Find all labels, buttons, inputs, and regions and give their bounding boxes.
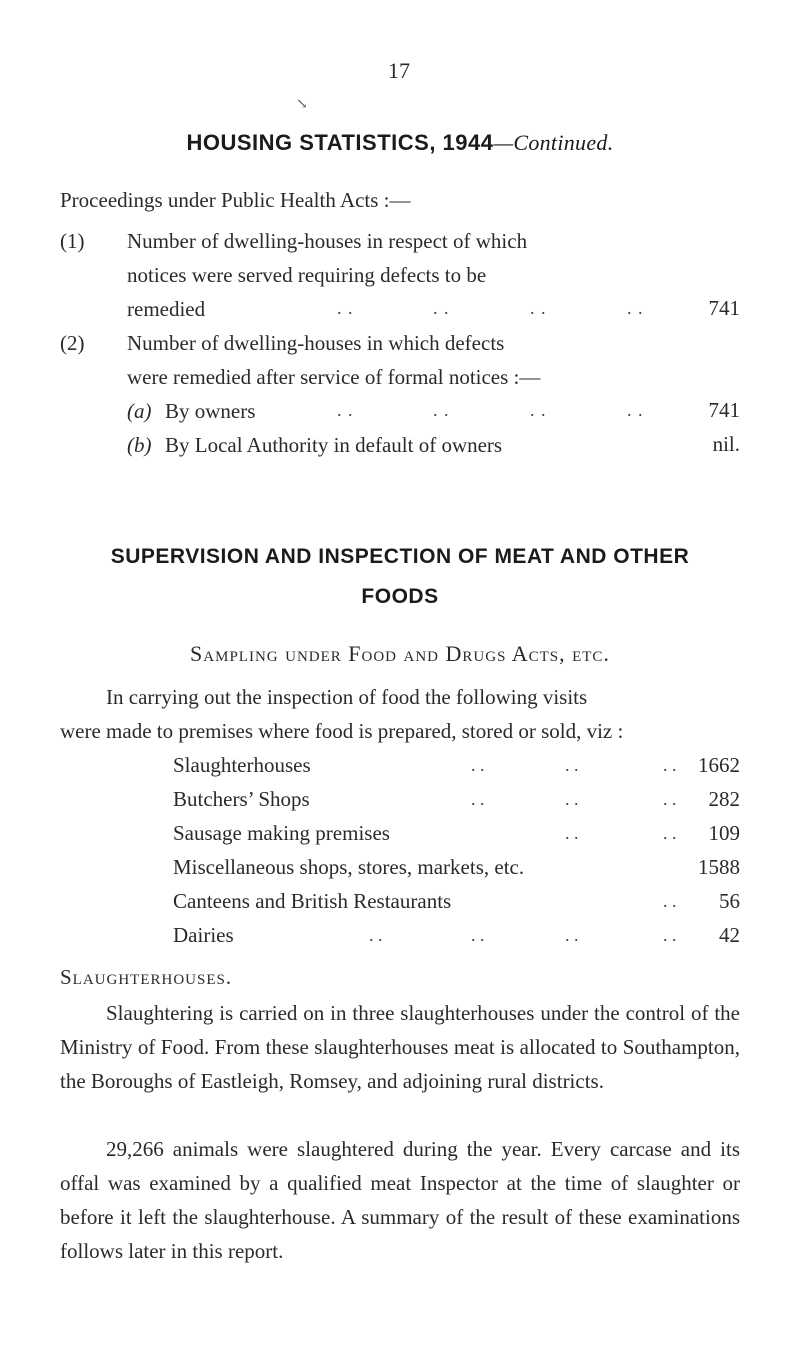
item1-number: (1) bbox=[60, 229, 85, 253]
page-number: 17 bbox=[388, 58, 410, 83]
leader-dots: . . bbox=[627, 400, 644, 420]
visit-label: Slaughterhouses bbox=[173, 753, 311, 777]
slaughterhouses-para1: Slaughtering is carried on in three slaughterhouses under the control of the Ministry of Food. From these slaughterhouses meat is allocated to Southampton, the Boroughs of Eastleigh, Romsey, and adjoining rural districts. bbox=[60, 1001, 740, 1093]
slaughterhouses-para2: 29,266 animals were slaughtered during the year. Every carcase and its offal was examined by a qualified meat Inspector at the time of slaughter or before it left the slaughterhouse. A summary of the result of these examinations follows later in this report. bbox=[60, 1137, 740, 1263]
leader-dots: . . bbox=[433, 298, 450, 318]
list-item bbox=[173, 884, 740, 918]
leader-dots: . . bbox=[433, 400, 450, 420]
scan-mark: ↘ bbox=[296, 97, 308, 112]
list-item bbox=[173, 748, 740, 782]
leader-dots: . . bbox=[565, 823, 579, 843]
item2b-value: nil. bbox=[712, 432, 740, 456]
item1-line3: remedied bbox=[127, 297, 206, 321]
item2b-label: (b) bbox=[127, 433, 152, 457]
item2a-label: (a) bbox=[127, 399, 152, 423]
page-heading bbox=[0, 130, 800, 156]
item1-value: 741 bbox=[708, 296, 740, 320]
visit-label: Sausage making premises bbox=[173, 821, 390, 845]
leader-dots: . . bbox=[663, 755, 677, 775]
item2b-text: By Local Authority in default of owners bbox=[165, 433, 503, 457]
visit-label: Dairies bbox=[173, 923, 234, 947]
leader-dots: . . bbox=[663, 891, 677, 911]
leader-dots: . . bbox=[663, 789, 677, 809]
item1-line2: notices were served requiring defects to be bbox=[127, 263, 487, 287]
proceedings-intro: Proceedings under Public Health Acts :— bbox=[60, 188, 411, 212]
list-item bbox=[173, 782, 740, 816]
leader-dots: . . bbox=[530, 400, 547, 420]
list-item bbox=[173, 850, 740, 884]
leader-dots: . . bbox=[565, 789, 579, 809]
section-title-line1: SUPERVISION AND INSPECTION OF MEAT AND OTHER bbox=[110, 545, 690, 568]
visit-value: 282 bbox=[708, 787, 740, 811]
section-heading bbox=[0, 537, 800, 617]
section-title-line2: FOODS bbox=[361, 585, 439, 608]
slaughterhouses-heading: Slaughterhouses. bbox=[60, 965, 233, 989]
leader-dots: . . bbox=[369, 925, 383, 945]
list-item bbox=[173, 816, 740, 850]
leader-dots: . . bbox=[471, 755, 485, 775]
visit-label: Butchers’ Shops bbox=[173, 787, 310, 811]
list-item bbox=[173, 918, 740, 952]
visit-value: 56 bbox=[719, 889, 740, 913]
visit-value: 1588 bbox=[698, 855, 740, 879]
leader-dots: . . bbox=[337, 400, 354, 420]
item2-number: (2) bbox=[60, 331, 85, 355]
visit-label: Canteens and British Restaurants bbox=[173, 889, 452, 913]
item2-line1: Number of dwelling-houses in which defects bbox=[127, 331, 505, 355]
heading-title: HOUSING STATISTICS, 1944 bbox=[186, 130, 494, 155]
leader-dots: . . bbox=[471, 789, 485, 809]
visit-value: 109 bbox=[708, 821, 740, 845]
leader-dots: . . bbox=[337, 298, 354, 318]
visits-intro-line1: In carrying out the inspection of food the following visits bbox=[106, 685, 588, 709]
leader-dots: . . bbox=[663, 925, 677, 945]
heading-continued: —Continued. bbox=[493, 130, 614, 155]
leader-dots: . . bbox=[627, 298, 644, 318]
item2-line2: were remedied after service of formal notices :— bbox=[127, 365, 541, 389]
leader-dots: . . bbox=[471, 925, 485, 945]
item2a-text: By owners bbox=[165, 399, 256, 423]
leader-dots: . . bbox=[663, 823, 677, 843]
visit-value: 1662 bbox=[698, 753, 740, 777]
item2a-value: 741 bbox=[708, 398, 740, 422]
leader-dots: . . bbox=[565, 925, 579, 945]
section-subtitle: Sampling under Food and Drugs Acts, etc. bbox=[190, 641, 610, 666]
visit-label: Miscellaneous shops, stores, markets, etc. bbox=[173, 855, 525, 879]
leader-dots: . . bbox=[530, 298, 547, 318]
item1-line1: Number of dwelling-houses in respect of which bbox=[127, 229, 528, 253]
visit-value: 42 bbox=[719, 923, 740, 947]
leader-dots: . . bbox=[565, 755, 579, 775]
visits-intro-line2: were made to premises where food is prepared, stored or sold, viz : bbox=[60, 719, 624, 743]
